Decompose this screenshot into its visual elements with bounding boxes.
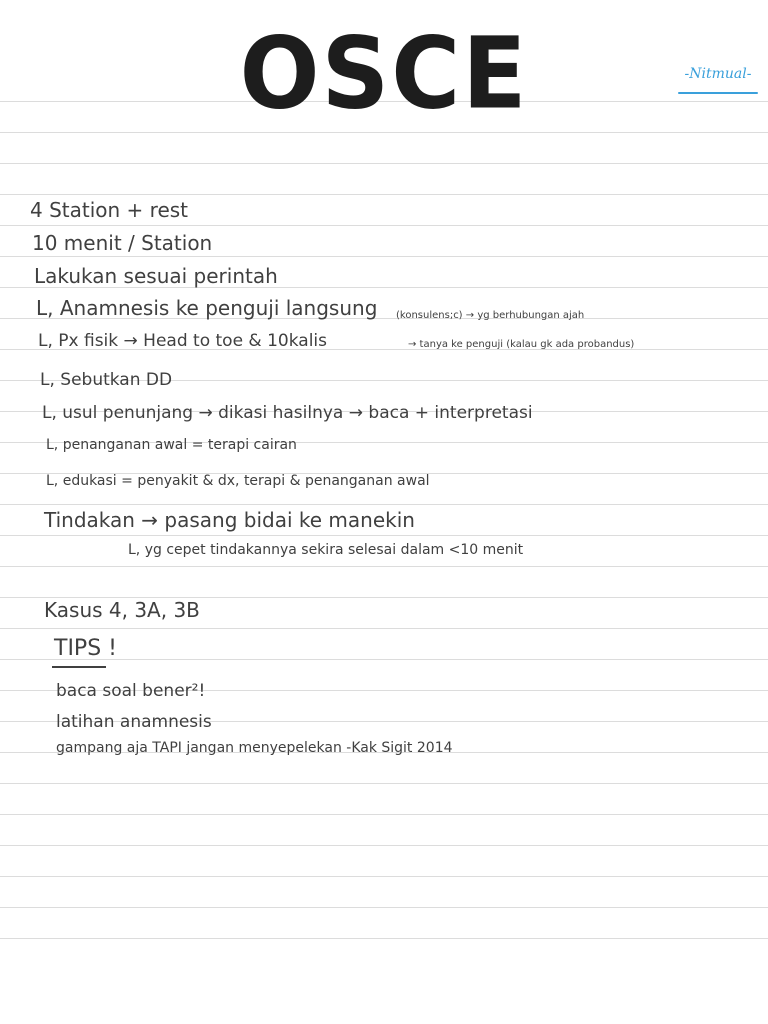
note-line-supporting-exam: L, usul penunjang → dikasi hasilnya → baca + interpretasi	[42, 403, 533, 423]
note-line-cases: Kasus 4, 3A, 3B	[44, 598, 200, 622]
tips-heading: TIPS !	[54, 636, 117, 661]
note-line-dd: L, Sebutkan DD	[40, 370, 173, 390]
note-line-anamnesis: L, Anamnesis ke penguji langsung	[36, 296, 378, 320]
tip-practice-anamnesis: latihan anamnesis	[56, 712, 212, 732]
note-line-physical-exam: L, Px fisik → Head to toe & 10kalis	[38, 331, 327, 351]
signature-underline	[678, 92, 758, 94]
note-line-physical-exam-detail: → tanya ke penguji (kalau gk ada probandus)	[408, 339, 635, 350]
author-signature	[672, 66, 764, 82]
note-line-education: L, edukasi = penyakit & dx, terapi & penanganan awal	[46, 473, 430, 489]
note-line-procedure-detail: L, yg cepet tindakannya sekira selesai dalam <10 menit	[128, 542, 524, 558]
note-line-initial-treatment: L, penanganan awal = terapi cairan	[46, 437, 297, 453]
tip-read-carefully: baca soal bener²!	[56, 681, 206, 701]
signature-text: -Nitmual-	[684, 66, 752, 82]
note-line-stations: 4 Station + rest	[30, 198, 189, 222]
tips-underline	[52, 666, 106, 668]
note-line-procedure: Tindakan → pasang bidai ke manekin	[44, 508, 415, 532]
note-line-anamnesis-detail: (konsulens;c) → yg berhubungan ajah	[396, 310, 585, 321]
note-line-duration: 10 menit / Station	[32, 231, 213, 255]
note-line-instruction: Lakukan sesuai perintah	[34, 264, 278, 288]
page-title: OSCE	[239, 17, 529, 132]
tip-dont-underestimate: gampang aja TAPI jangan menyepelekan -Kak Sigit 2014	[56, 740, 453, 756]
